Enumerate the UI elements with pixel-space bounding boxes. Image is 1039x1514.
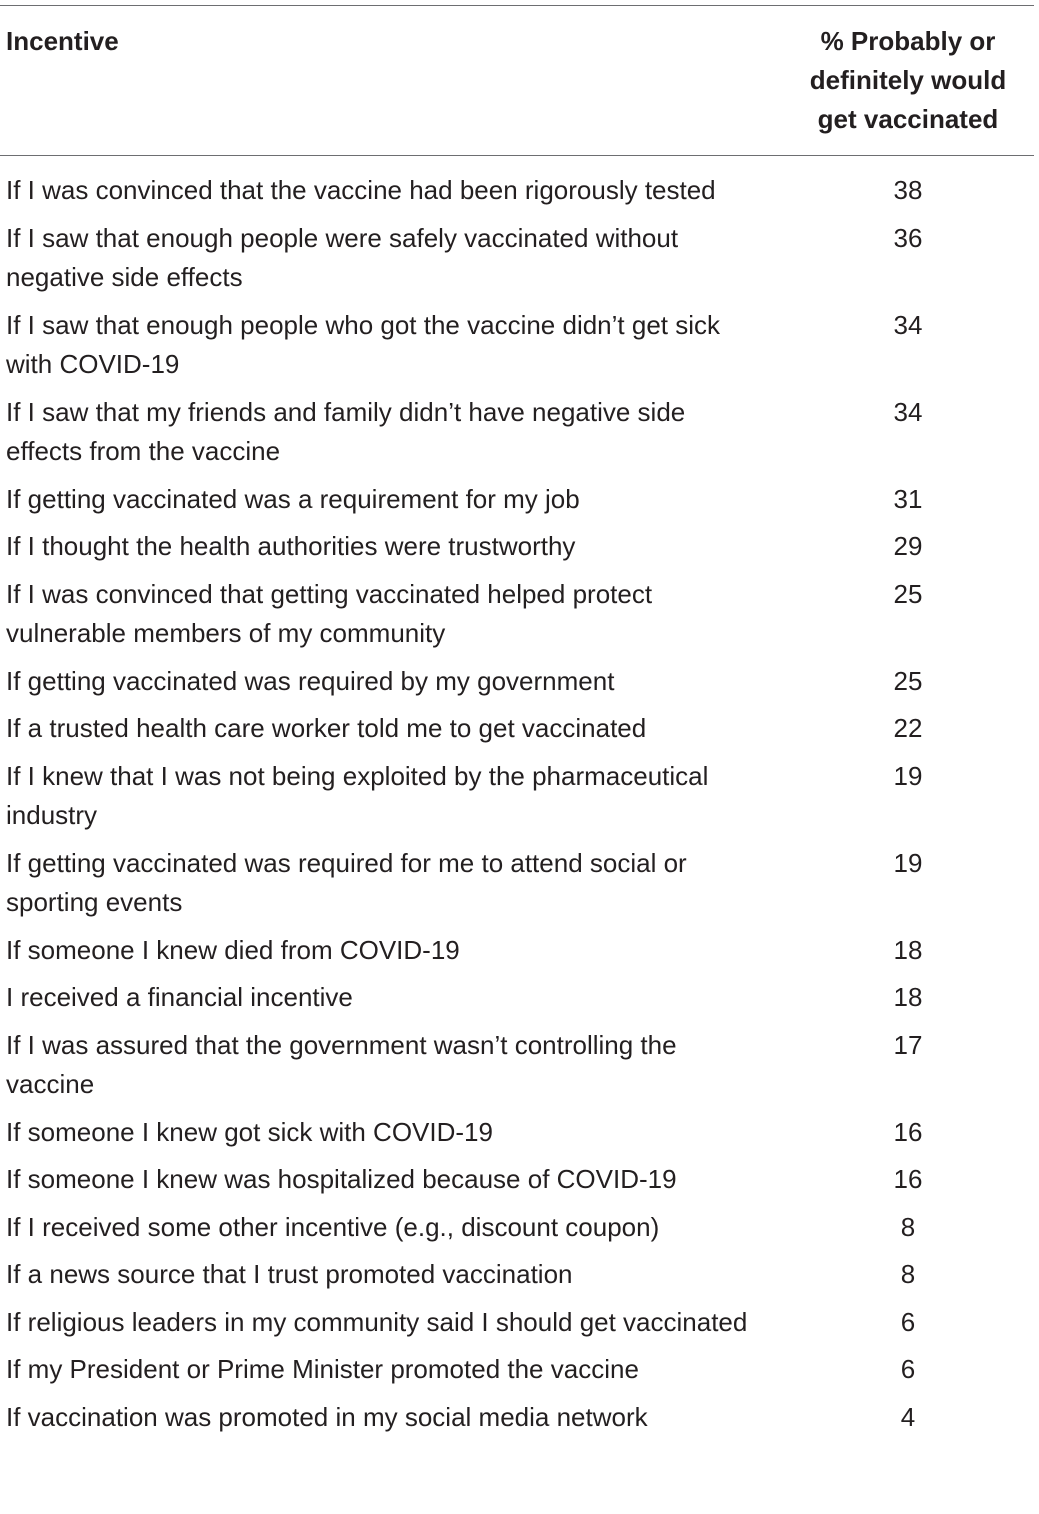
percent-cell: 38 — [893, 175, 923, 205]
table-row — [0, 1255, 1034, 1303]
table-row — [0, 1303, 1034, 1351]
table-row — [0, 1113, 1034, 1161]
incentive-cell: If a news source that I trust promoted vaccination — [6, 1259, 573, 1289]
incentive-cell: If I saw that enough people who got the vaccine didn’t get sick with COVID-19 — [6, 309, 721, 379]
incentive-cell: If I was convinced that the vaccine had been rigorously tested — [6, 175, 716, 205]
table-row — [0, 978, 1034, 1026]
table-row — [0, 306, 1034, 393]
percent-cell: 34 — [893, 309, 923, 340]
incentive-cell: If someone I knew got sick with COVID-19 — [6, 1116, 493, 1147]
incentive-cell: If getting vaccinated was required for me to attend social or sporting events — [6, 847, 687, 917]
table-row — [0, 171, 1034, 219]
table-row — [0, 757, 1034, 844]
incentive-cell: If I was assured that the government wasn’t controlling the vaccine — [6, 1029, 677, 1099]
percent-cell: 36 — [893, 222, 923, 253]
incentive-cell: If getting vaccinated was required by my government — [6, 665, 615, 696]
incentive-cell: If getting vaccinated was a requirement for my job — [6, 483, 580, 514]
percent-cell: 25 — [893, 665, 923, 696]
table-body — [0, 171, 1034, 1445]
percent-cell: 6 — [900, 1306, 916, 1337]
percent-cell: 18 — [893, 934, 923, 965]
incentive-cell: If I was convinced that getting vaccinated helped protect vulnerable members of my community — [6, 578, 653, 648]
percent-cell: 16 — [893, 1164, 923, 1194]
table-header — [0, 22, 1034, 152]
percent-cell: 29 — [893, 531, 923, 561]
incentive-cell: If I thought the health authorities were trustworthy — [6, 531, 576, 561]
header-incentive: Incentive — [6, 26, 119, 56]
table-row — [0, 480, 1034, 528]
table-row — [0, 931, 1034, 979]
incentive-cell: If vaccination was promoted in my social media network — [6, 1401, 648, 1432]
table-row — [0, 1208, 1034, 1256]
table-row — [0, 527, 1034, 575]
percent-cell: 31 — [893, 483, 923, 514]
table-row — [0, 709, 1034, 757]
incentive-cell: If someone I knew died from COVID-19 — [6, 934, 460, 965]
table-row — [0, 1160, 1034, 1208]
percent-cell: 22 — [893, 713, 923, 743]
incentive-cell: If I knew that I was not being exploited by the pharmaceutical industry — [6, 760, 709, 830]
percent-cell: 25 — [893, 578, 923, 609]
percent-cell: 6 — [900, 1354, 916, 1384]
table-row — [0, 1026, 1034, 1113]
table-row — [0, 575, 1034, 662]
table-top-rule — [0, 5, 1034, 6]
table-row — [0, 393, 1034, 480]
incentive-cell: If my President or Prime Minister promoted the vaccine — [6, 1354, 639, 1384]
incentive-cell: If I saw that enough people were safely vaccinated without negative side effects — [6, 222, 679, 292]
incentive-cell: I received a financial incentive — [6, 982, 353, 1012]
percent-cell: 19 — [893, 760, 923, 791]
table-row — [0, 1398, 1034, 1446]
table-row — [0, 662, 1034, 710]
table-header-rule — [0, 155, 1034, 156]
incentive-cell: If religious leaders in my community said I should get vaccinated — [6, 1306, 748, 1337]
percent-cell: 34 — [893, 396, 923, 427]
table-row — [0, 844, 1034, 931]
percent-cell: 4 — [900, 1401, 916, 1432]
percent-cell: 8 — [900, 1259, 916, 1289]
percent-cell: 16 — [893, 1116, 923, 1147]
table-row — [0, 1350, 1034, 1398]
table-row — [0, 219, 1034, 306]
incentive-cell: If I saw that my friends and family didn’t have negative side effects from the vaccine — [6, 396, 686, 466]
incentive-cell: If someone I knew was hospitalized because of COVID-19 — [6, 1164, 677, 1194]
header-percent: % Probably or definitely would get vaccinated — [809, 26, 1007, 134]
percent-cell: 17 — [893, 1029, 923, 1060]
incentive-cell: If a trusted health care worker told me to get vaccinated — [6, 713, 647, 743]
percent-cell: 8 — [900, 1211, 916, 1242]
incentive-cell: If I received some other incentive (e.g., discount coupon) — [6, 1211, 660, 1242]
percent-cell: 18 — [893, 982, 923, 1012]
percent-cell: 19 — [893, 847, 923, 878]
